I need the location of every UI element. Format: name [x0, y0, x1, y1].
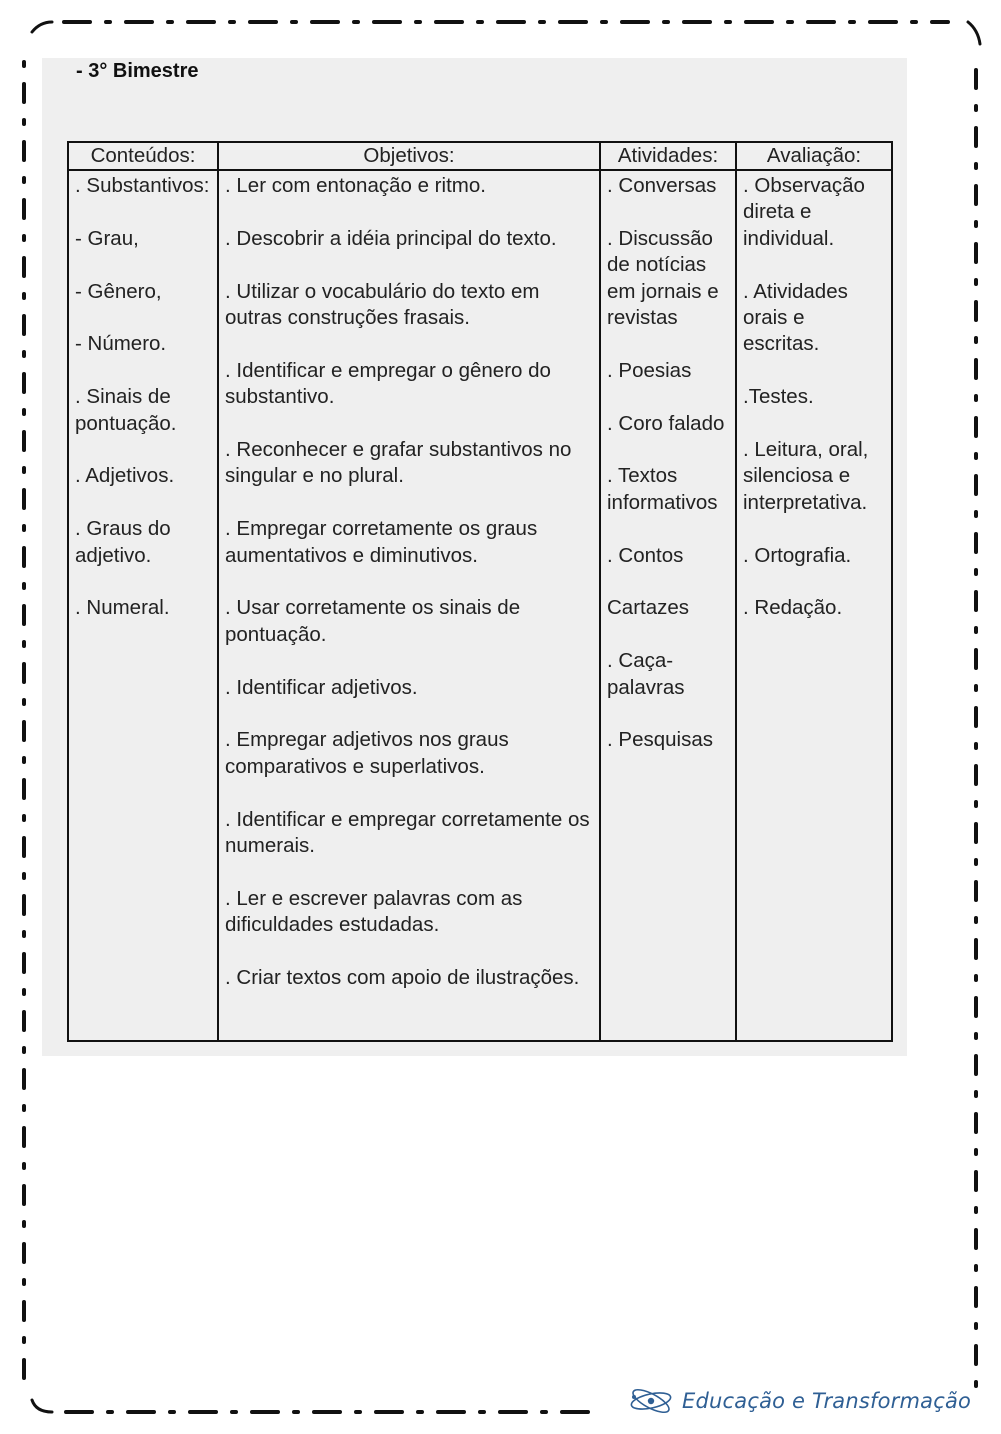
header-atividades: Atividades: [600, 142, 736, 170]
list-item: . Discussão de notícias em jornais e revistas [607, 226, 719, 330]
cell-atividades [600, 170, 736, 1041]
header-avaliacao: Avaliação: [736, 142, 892, 170]
list-item: . Ortografia. [743, 543, 852, 567]
table-row [68, 170, 892, 1041]
list-item: . Graus do adjetivo. [75, 517, 171, 567]
list-item: . Pesquisas [607, 728, 713, 752]
section-title: - 3° Bimestre [76, 60, 199, 82]
list-item: . Conversas [607, 174, 717, 197]
list-item: . Usar corretamente os sinais de pontuação. [225, 596, 521, 646]
list-item: . Identificar e empregar corretamente os numerais. [225, 807, 590, 858]
list-item: . Adjetivos. [75, 464, 175, 488]
list-item: - Grau, [75, 226, 139, 250]
list-item: . Textos informativos [607, 464, 718, 514]
list-item: . Ler com entonação e ritmo. [225, 174, 486, 197]
list-item: .Testes. [743, 385, 814, 409]
brand-name: Educação e Transformação [682, 1389, 972, 1413]
list-item: . Redação. [743, 596, 843, 620]
list-item: . Identificar e empregar o gênero do substantivo. [225, 358, 551, 409]
list-item: . Observação direta e individual. [743, 174, 865, 250]
cell-conteudos [68, 170, 218, 1041]
list-item: . Utilizar o vocabulário do texto em outras construções frasais. [225, 279, 540, 329]
list-item: . Caça-palavras [607, 649, 685, 699]
list-item: . Numeral. [75, 596, 170, 620]
list-item: . Poesias [607, 358, 692, 382]
list-item: . Ler e escrever palavras com as dificuldades estudadas. [225, 886, 523, 937]
list-item: . Substantivos: [75, 174, 210, 197]
lesson-plan-table [67, 141, 893, 1042]
list-item: . Criar textos com apoio de ilustrações. [225, 966, 580, 990]
list-item: . Empregar corretamente os graus aumentativos e diminutivos. [225, 517, 538, 567]
header-conteudos: Conteúdos: [68, 142, 218, 170]
list-item: . Atividades orais e escritas. [743, 279, 848, 356]
list-item: . Sinais de pontuação. [75, 385, 177, 435]
list-item: . Leitura, oral, silenciosa e interpretativa. [743, 438, 869, 514]
cell-objetivos [218, 170, 600, 1041]
list-item: . Contos [607, 543, 684, 567]
cell-avaliacao [736, 170, 892, 1041]
atom-orbit-icon [628, 1385, 674, 1417]
list-item: . Reconhecer e grafar substantivos no singular e no plural. [225, 438, 572, 488]
list-item: . Descobrir a idéia principal do texto. [225, 226, 557, 250]
list-item: . Coro falado [607, 411, 725, 435]
brand-footer [628, 1384, 971, 1418]
table-header-row [68, 142, 892, 170]
list-item: . Identificar adjetivos. [225, 675, 418, 699]
list-item: Cartazes [607, 596, 690, 620]
header-objetivos: Objetivos: [218, 142, 600, 170]
list-item: - Número. [75, 332, 167, 356]
list-item: . Empregar adjetivos nos graus comparativos e superlativos. [225, 728, 509, 778]
list-item: - Gênero, [75, 279, 162, 303]
